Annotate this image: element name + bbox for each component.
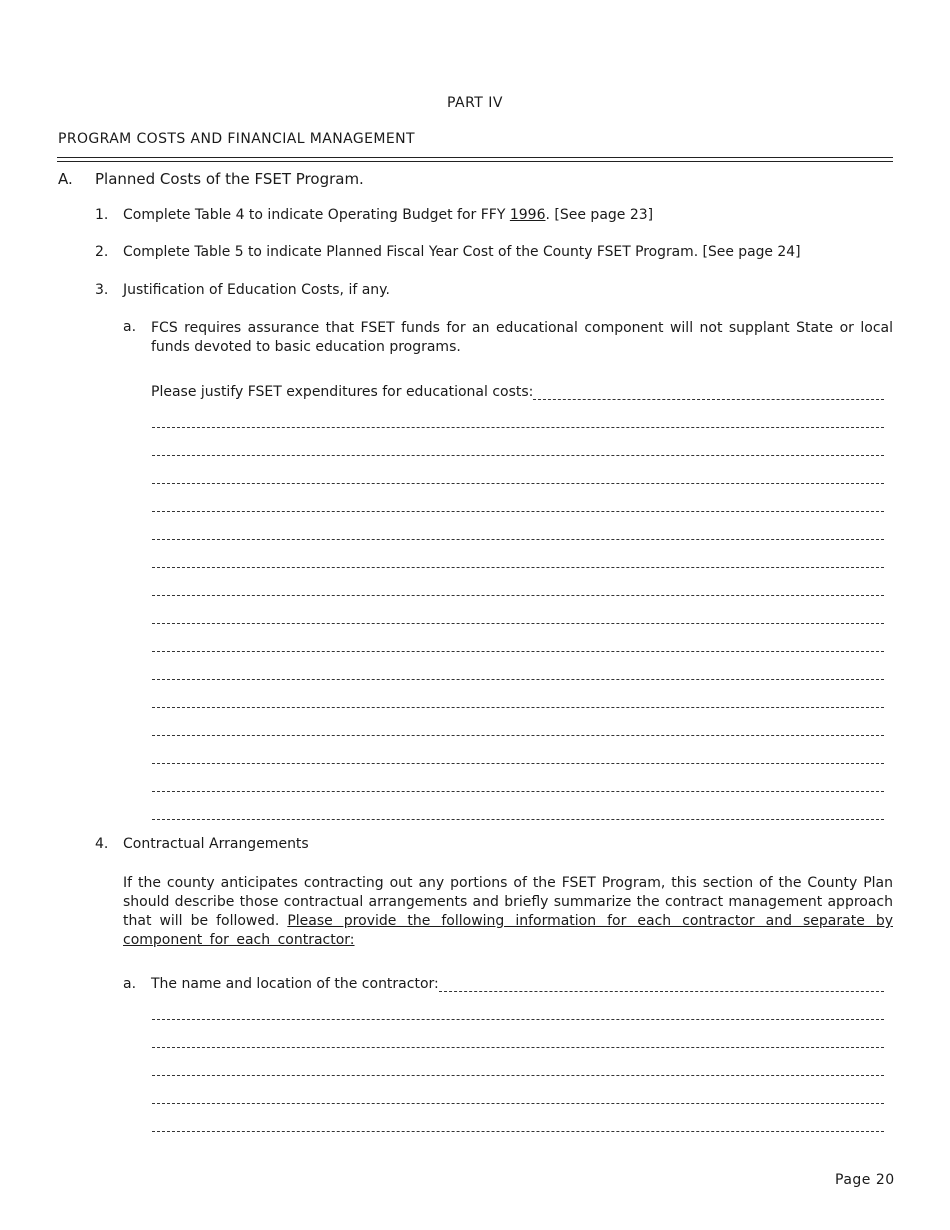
education-justification-line[interactable] [152,623,884,624]
contractor-name-line[interactable] [152,1075,884,1076]
contractor-name-line-1[interactable] [439,991,884,992]
page-number: Page 20 [835,1172,895,1188]
item1-text-after: . [See page 23] [545,207,654,223]
item4-paragraph-underlined: Please provide the following information for each contractor and separate by component for each contractor: [123,913,893,948]
item3a-label: a. [123,319,137,335]
item3a-text: FCS requires assurance that FSET funds for an educational component will not supplant State or local funds devoted to basic education programs. [151,320,893,355]
contractor-name-line[interactable] [152,1131,884,1132]
education-justification-line[interactable] [152,427,884,428]
item3-text: Justification of Education Costs, if any. [123,282,390,298]
item4-title: Contractual Arrangements [123,836,309,852]
education-justification-line[interactable] [152,539,884,540]
contractor-name-line[interactable] [152,1047,884,1048]
education-justification-line[interactable] [152,595,884,596]
section-title: PROGRAM COSTS AND FINANCIAL MANAGEMENT [58,131,415,147]
contractor-name-line[interactable] [152,1019,884,1020]
education-justification-line[interactable] [152,483,884,484]
education-justification-line[interactable] [152,567,884,568]
section-a-title: Planned Costs of the FSET Program. [95,170,364,188]
item4-paragraph-plain: If the county anticipates contracting out any portions of the FSET Program, this section of the County Plan should describe those contractual arrangements and briefly summarize the contract management approach that will be followed. [123,875,893,929]
item2-text: Complete Table 5 to indicate Planned Fiscal Year Cost of the County FSET Program. [See page 24] [123,244,801,260]
education-justification-line[interactable] [152,679,884,680]
education-justification-line[interactable] [152,455,884,456]
part-heading: PART IV [446,95,504,111]
title-rule-top [57,157,893,158]
education-justification-line[interactable] [152,651,884,652]
education-justification-line[interactable] [152,511,884,512]
item2-number: 2. [95,244,109,260]
education-justification-line-1[interactable] [533,399,884,400]
item4-number: 4. [95,836,109,852]
item1-year: 1996 [509,207,546,223]
item1-number: 1. [95,207,109,223]
item3-number: 3. [95,282,109,298]
education-justification-line[interactable] [152,819,884,820]
section-a-label: A. [58,170,73,188]
item1-text [123,207,653,223]
item4-paragraph [123,874,893,950]
education-justification-line[interactable] [152,735,884,736]
contractor-name-line[interactable] [152,1103,884,1104]
item3a-prompt: Please justify FSET expenditures for educational costs: [151,384,534,400]
title-rule-bottom [57,161,893,162]
item1-text-before: Complete Table 4 to indicate Operating Budget for FFY [123,207,510,223]
education-justification-line[interactable] [152,707,884,708]
education-justification-line[interactable] [152,791,884,792]
item4a-label: a. [123,976,137,992]
education-justification-line[interactable] [152,763,884,764]
item4a-prompt: The name and location of the contractor: [151,976,439,992]
